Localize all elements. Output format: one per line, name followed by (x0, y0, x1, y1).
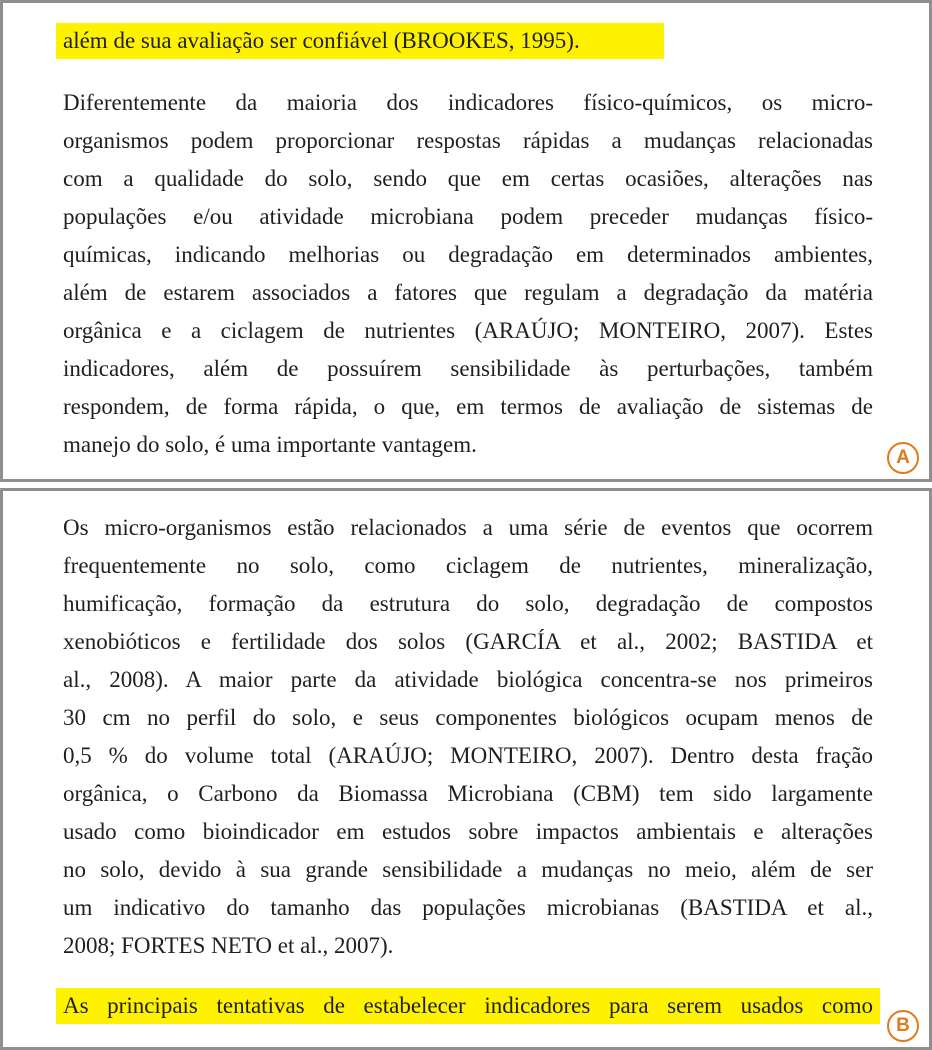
panel-label-b-badge: B (887, 1010, 919, 1042)
paragraph-line: no solo, devido à sua grande sensibilidade a mudanças no meio, além de ser (63, 857, 873, 882)
paragraph-line: organismos podem proporcionar respostas rápidas a mudanças relacionadas (63, 128, 873, 153)
text-panel-b (0, 488, 932, 1050)
paragraph-line: indicadores, além de possuírem sensibilidade às perturbações, também (63, 356, 873, 381)
paragraph-line: frequentemente no solo, como ciclagem de nutrientes, mineralização, (63, 553, 873, 578)
paragraph-line: respondem, de forma rápida, o que, em termos de avaliação de sistemas de (63, 394, 873, 419)
paragraph-line: um indicativo do tamanho das populações microbianas (BASTIDA et al., (63, 895, 873, 920)
paragraph-line: humificação, formação da estrutura do solo, degradação de compostos (63, 591, 873, 616)
text-panel-a (0, 0, 932, 482)
paragraph-line: com a qualidade do solo, sendo que em certas ocasiões, alterações nas (63, 166, 873, 191)
highlighted-text-bottom (56, 988, 880, 1024)
highlighted-line: As principais tentativas de estabelecer indicadores para serem usados como (63, 993, 873, 1018)
paragraph-line: Os micro-organismos estão relacionados a uma série de eventos que ocorrem (63, 515, 873, 540)
paragraph-line: populações e/ou atividade microbiana podem preceder mudanças físico- (63, 204, 873, 229)
highlighted-line: além de sua avaliação ser confiável (BROOKES, 1995). (63, 28, 580, 53)
paragraph-line: usado como bioindicador em estudos sobre impactos ambientais e alterações (63, 819, 873, 844)
paragraph-line: químicas, indicando melhorias ou degradação em determinados ambientes, (63, 242, 873, 267)
paragraph-line: 30 cm no perfil do solo, e seus componentes biológicos ocupam menos de (63, 705, 873, 730)
panel-label-a-badge: A (887, 442, 919, 474)
paragraph-line: al., 2008). A maior parte da atividade biológica concentra-se nos primeiros (63, 667, 873, 692)
highlighted-text-top (56, 23, 664, 59)
paragraph-line: além de estarem associados a fatores que regulam a degradação da matéria (63, 280, 873, 305)
paragraph-line: xenobióticos e fertilidade dos solos (GARCÍA et al., 2002; BASTIDA et (63, 629, 873, 654)
paragraph-line: 0,5 % do volume total (ARAÚJO; MONTEIRO, 2007). Dentro desta fração (63, 743, 873, 768)
paragraph-line: 2008; FORTES NETO et al., 2007). (63, 933, 394, 958)
paragraph-line: orgânica, o Carbono da Biomassa Microbiana (CBM) tem sido largamente (63, 781, 873, 806)
paragraph-line: orgânica e a ciclagem de nutrientes (ARAÚJO; MONTEIRO, 2007). Estes (63, 318, 873, 343)
paragraph-line: manejo do solo, é uma importante vantagem. (63, 432, 477, 457)
paragraph-line: Diferentemente da maioria dos indicadores físico-químicos, os micro- (63, 90, 873, 115)
